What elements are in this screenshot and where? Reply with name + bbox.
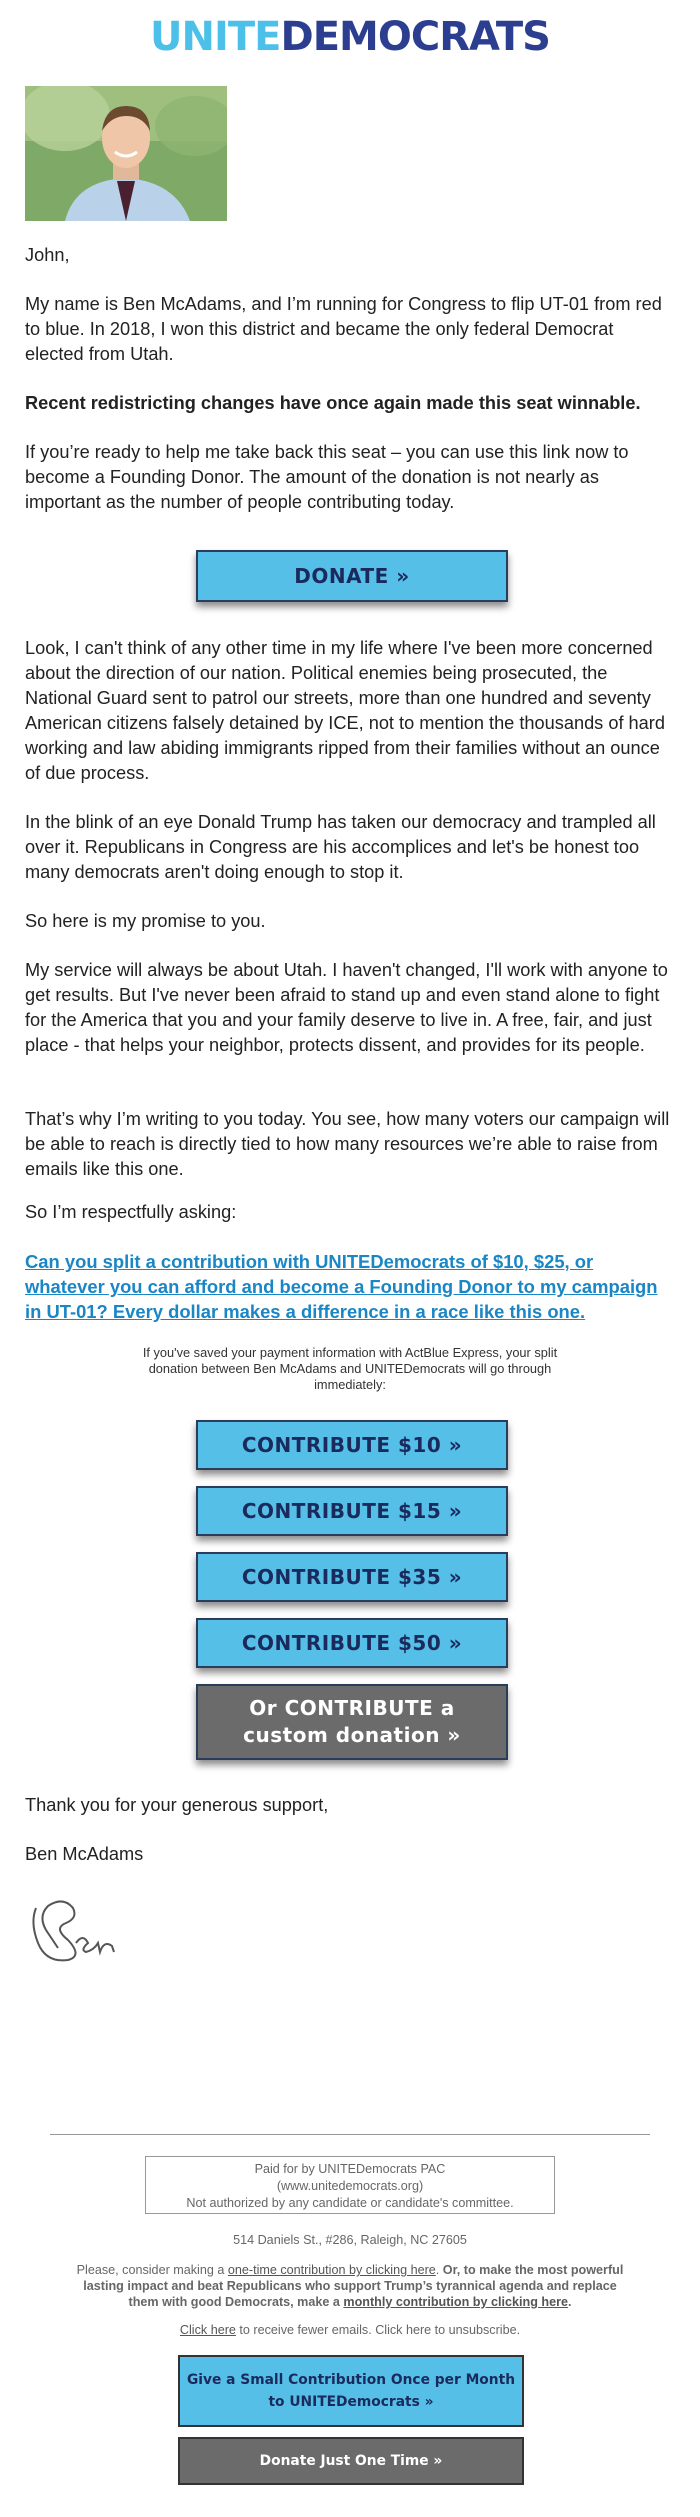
consider-mid: . <box>435 2263 443 2277</box>
paragraph-service: My service will always be about Utah. I haven't changed, I'll work with anyone to get results. But I've never been afraid to stand up and even stand alone to fight for the America that you and your family deserve to live in. A free, fair, and just place - that helps your neighbor, protects dissent, and provides for its people. <box>25 960 668 1055</box>
mailing-address: 514 Daniels St., #286, Raleigh, NC 27605 <box>233 2233 467 2247</box>
paragraph-why-writing: That’s why I’m writing to you today. You see, how many voters our campaign will be able to reach is directly tied to how many resources we’re able to raise from emails like this one. <box>25 1109 670 1179</box>
paid-for-box <box>145 2156 555 2214</box>
paragraph-concerned: Look, I can't think of any other time in my life where I've been more concerned about the direction of our nation. Political enemies being prosecuted, the National Guard sent to patrol our streets, more than one hundred and seventy American citizens falsely detained by ICE, not to mention the thousands of hard working and law abiding immigrants ripped from their families without an ounce of due process. <box>25 638 665 783</box>
sender-name: Ben McAdams <box>25 1844 144 1864</box>
paragraph-founding-donor: If you’re ready to help me take back this seat – you can use this link now to become a Founding Donor. The amount of the donation is not nearly as important as the number of people contributing today. <box>25 442 629 512</box>
paragraph-trump: In the blink of an eye Donald Trump has taken our democracy and trampled all over it. Republicans in Congress are his accomplices and let's be honest too many democrats aren't doing enough to stop it. <box>25 812 656 882</box>
paid-for-line: Paid for by UNITEDemocrats PAC <box>254 2162 446 2176</box>
monthly-contribution-link[interactable]: monthly contribution by clicking here <box>343 2295 568 2309</box>
thanks-line: Thank you for your generous support, <box>25 1795 329 1815</box>
paragraph-redistricting: Recent redistricting changes have once again made this seat winnable. <box>25 393 641 413</box>
donate-button[interactable]: DONATE » <box>196 550 508 602</box>
logo-democrats: DEMOCRATS <box>280 14 550 60</box>
contribute-10-button[interactable]: CONTRIBUTE $10 » <box>196 1420 508 1470</box>
consider-prefix: Please, consider making a <box>76 2263 228 2277</box>
signature-image <box>28 1888 128 1968</box>
logo-unite: UNITE <box>150 14 281 60</box>
contribute-15-button[interactable]: CONTRIBUTE $15 » <box>196 1486 508 1536</box>
candidate-photo <box>25 86 227 221</box>
greeting: John, <box>25 245 70 265</box>
paid-for-website: (www.unitedemocrats.org) <box>276 2179 424 2193</box>
actblue-note: If you've saved your payment information with ActBlue Express, your split donation between Ben McAdams and UNITEDemocrats will go through immediately: <box>142 1345 558 1392</box>
one-time-contribution-link[interactable]: one-time contribution by clicking here <box>227 2263 436 2277</box>
brand-logo <box>0 14 700 60</box>
email-preferences-text <box>0 2322 700 2338</box>
fewer-emails-text: to receive fewer emails. Click here to unsubscribe. <box>235 2323 521 2337</box>
powerful-impact-text: Or, to make the most powerful lasting impact and beat Republicans who support Trump’s tyrannical agenda and replace them with good Democrats, make a <box>83 2263 624 2309</box>
not-authorized-line: Not authorized by any candidate or candidate's committee. <box>186 2196 514 2210</box>
contribute-custom-button[interactable]: Or CONTRIBUTE a custom donation » <box>196 1684 508 1760</box>
split-contribution-link[interactable]: Can you split a contribution with UNITEDemocrats of $10, $25, or whatever you can afford and become a Founding Donor to my campaign in UT-01? Every dollar makes a difference in a race like this one. <box>25 1251 658 1322</box>
paragraph-intro: My name is Ben McAdams, and I’m running for Congress to flip UT-01 from red to blue. In 2018, I won this district and became the only federal Democrat elected from Utah. <box>25 294 662 364</box>
paragraph-asking: So I’m respectfully asking: <box>25 1202 237 1222</box>
fewer-emails-link[interactable]: Click here <box>179 2323 236 2337</box>
contribution-options-text <box>70 2262 630 2310</box>
contribute-50-button[interactable]: CONTRIBUTE $50 » <box>196 1618 508 1668</box>
monthly-contribution-button[interactable]: Give a Small Contribution Once per Month to UNITEDemocrats » <box>178 2355 524 2427</box>
footer-divider <box>50 2134 650 2135</box>
period: . <box>567 2295 572 2309</box>
one-time-donation-button[interactable]: Donate Just One Time » <box>178 2437 524 2485</box>
contribute-35-button[interactable]: CONTRIBUTE $35 » <box>196 1552 508 1602</box>
paragraph-promise: So here is my promise to you. <box>25 911 266 931</box>
candidate-portrait-image <box>25 86 227 221</box>
